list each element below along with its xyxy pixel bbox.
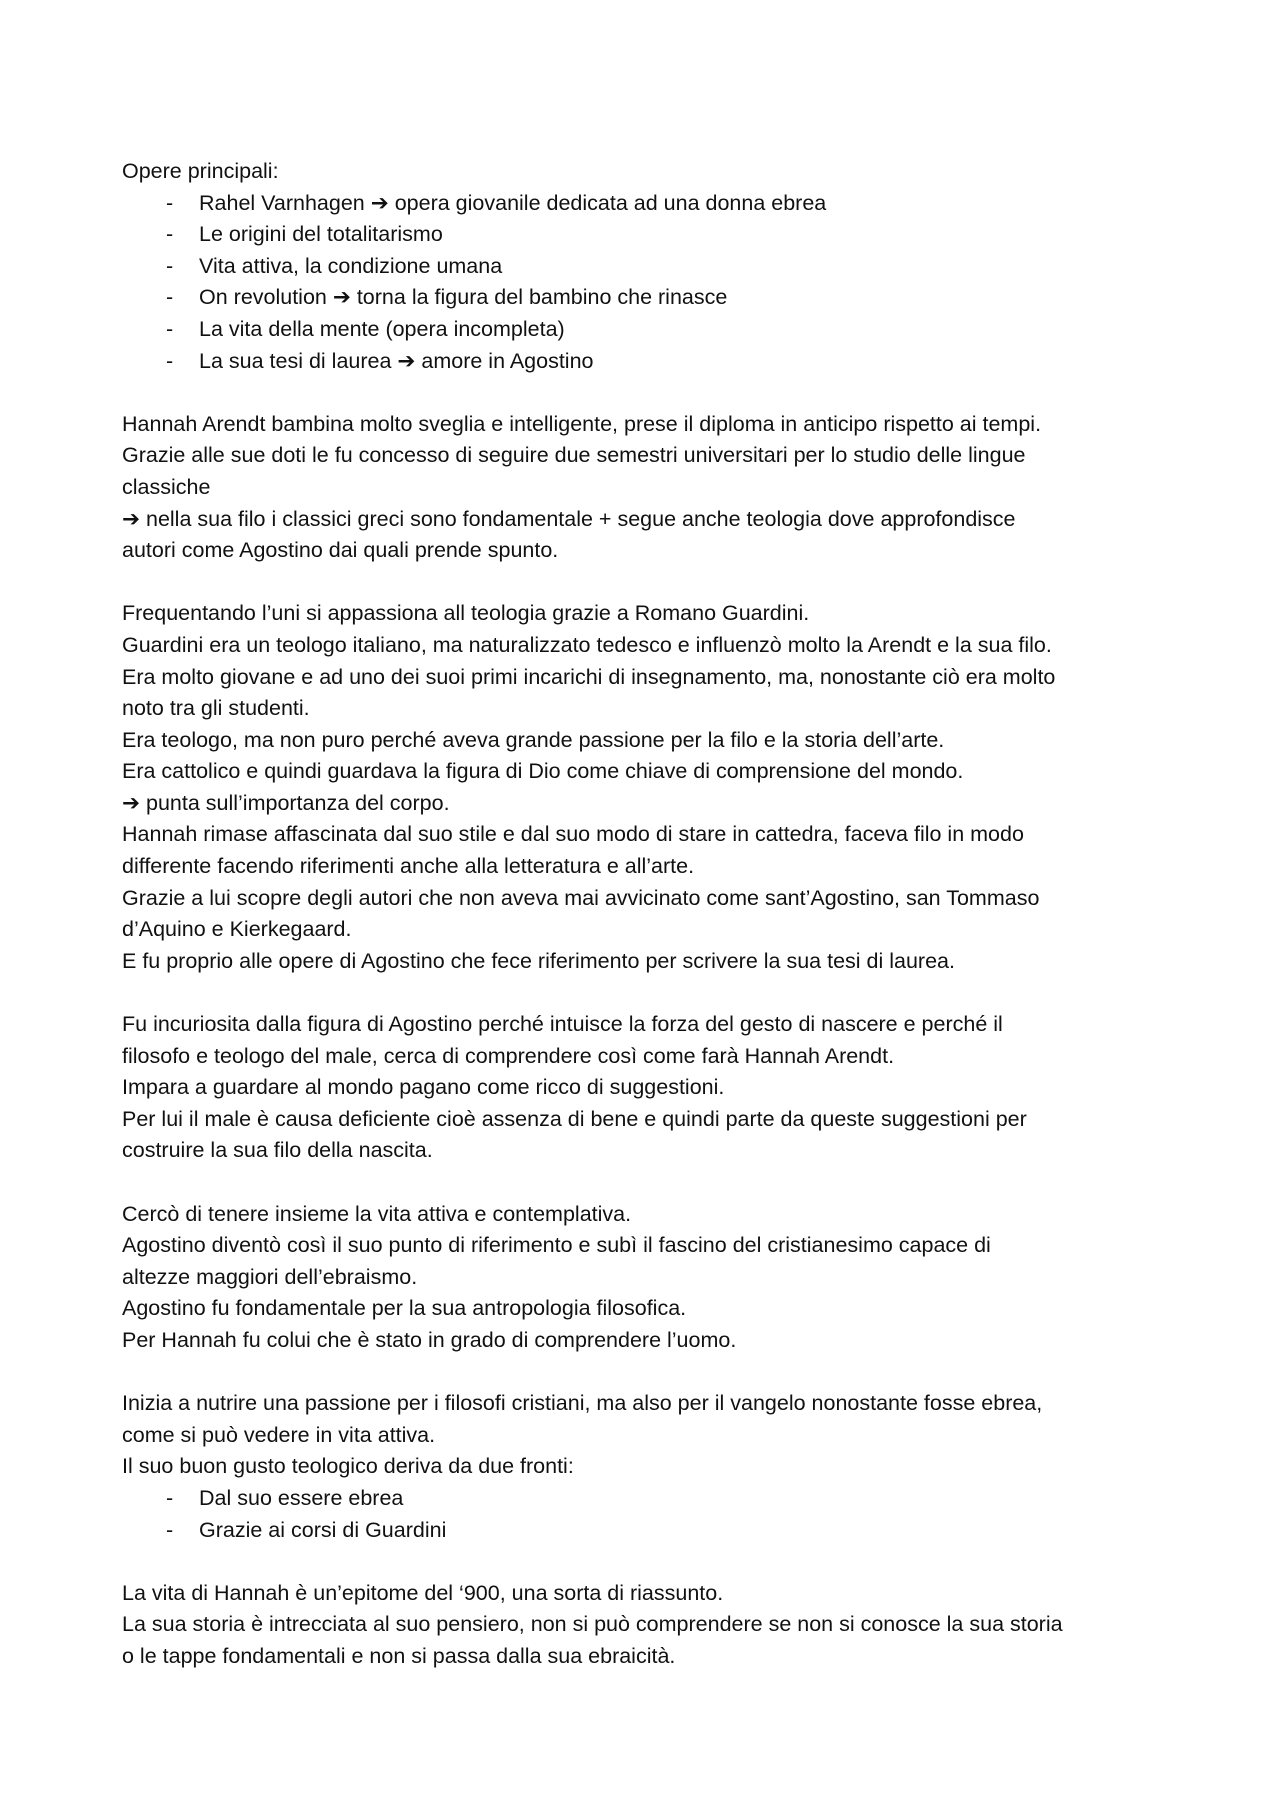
list-item: - Vita attiva, la condizione umana xyxy=(122,251,1182,283)
paragraph-filosofi-cristiani xyxy=(122,1388,1182,1483)
paragraph-epitome xyxy=(122,1578,1182,1673)
text-line: classiche xyxy=(122,474,211,499)
text-line: Hannah Arendt bambina molto sveglia e intelligente, prese il diploma in anticipo rispetto ai tempi. xyxy=(122,411,1042,436)
text-line: Era teologo, ma non puro perché aveva grande passione per la filo e la storia dell’arte. xyxy=(122,727,945,752)
text-line: d’Aquino e Kierkegaard. xyxy=(122,917,352,942)
paragraph-gap xyxy=(122,1546,1182,1578)
text-line: noto tra gli studenti. xyxy=(122,696,310,721)
text-line: Hannah rimase affascinata dal suo stile e dal suo modo di stare in cattedra, faceva filo in modo xyxy=(122,822,1024,847)
paragraph-gap xyxy=(122,1167,1182,1199)
works-heading: Opere principali: xyxy=(122,159,279,183)
text-line: La vita di Hannah è un’epitome del ‘900, una sorta di riassunto. xyxy=(122,1580,724,1605)
text-line: altezze maggiori dell’ebraismo. xyxy=(122,1264,418,1289)
dash-marker: - xyxy=(166,1517,174,1542)
text-line: Il suo buon gusto teologico deriva da due fronti: xyxy=(122,1454,574,1479)
paragraph-vita-attiva xyxy=(122,1199,1182,1357)
paragraph-agostino xyxy=(122,1009,1182,1167)
text-line: Per Hannah fu colui che è stato in grado di comprendere l’uomo. xyxy=(122,1327,737,1352)
dash-marker: - xyxy=(166,1485,174,1510)
document-body xyxy=(122,156,1182,1673)
text-line: Cercò di tenere insieme la vita attiva e contemplativa. xyxy=(122,1201,632,1226)
text-line: ➔ punta sull’importanza del corpo. xyxy=(122,790,450,815)
text-line: costruire la sua filo della nascita. xyxy=(122,1138,433,1163)
dash-marker: - xyxy=(166,222,174,247)
dash-marker: - xyxy=(166,190,174,215)
fronts-list xyxy=(122,1483,1182,1546)
text-line: La sua storia è intrecciata al suo pensiero, non si può comprendere se non si conosce la sua storia xyxy=(122,1612,1063,1637)
paragraph-gap xyxy=(122,1357,1182,1389)
text-line: differente facendo riferimenti anche alla letteratura e all’arte. xyxy=(122,854,695,879)
text-line: Grazie alle sue doti le fu concesso di seguire due semestri universitari per lo studio delle lingue xyxy=(122,443,1026,468)
text-line: autori come Agostino dai quali prende spunto. xyxy=(122,538,559,563)
text-line: Agostino fu fondamentale per la sua antropologia filosofica. xyxy=(122,1296,687,1321)
paragraph-gap xyxy=(122,567,1182,599)
text-line: filosofo e teologo del male, cerca di comprendere così come farà Hannah Arendt. xyxy=(122,1043,895,1068)
list-item: - La vita della mente (opera incompleta) xyxy=(122,314,1182,346)
dash-marker: - xyxy=(166,253,174,278)
text-line: Grazie a lui scopre degli autori che non aveva mai avvicinato come sant’Agostino, san Tommaso xyxy=(122,885,1040,910)
text-line: Agostino diventò così il suo punto di riferimento e subì il fascino del cristianesimo capace di xyxy=(122,1233,991,1258)
works-list xyxy=(122,188,1182,378)
text-line: E fu proprio alle opere di Agostino che fece riferimento per scrivere la sua tesi di laurea. xyxy=(122,948,955,973)
paragraph-gap xyxy=(122,977,1182,1009)
text-line: Impara a guardare al mondo pagano come ricco di suggestioni. xyxy=(122,1075,725,1100)
dash-marker: - xyxy=(166,285,174,310)
list-item: - Grazie ai corsi di Guardini xyxy=(122,1515,1182,1547)
list-item: - On revolution ➔ torna la figura del bambino che rinasce xyxy=(122,282,1182,314)
list-item: - La sua tesi di laurea ➔ amore in Agostino xyxy=(122,346,1182,378)
paragraph-childhood xyxy=(122,409,1182,567)
text-line: o le tappe fondamentali e non si passa dalla sua ebraicità. xyxy=(122,1643,676,1668)
list-item: - Rahel Varnhagen ➔ opera giovanile dedicata ad una donna ebrea xyxy=(122,188,1182,220)
text-line: Per lui il male è causa deficiente cioè assenza di bene e quindi parte da queste suggestioni per xyxy=(122,1106,1027,1131)
paragraph-gap xyxy=(122,377,1182,409)
text-line: ➔ nella sua filo i classici greci sono fondamentale + segue anche teologia dove approfondisce xyxy=(122,506,1016,531)
text-line: Era cattolico e quindi guardava la figura di Dio come chiave di comprensione del mondo. xyxy=(122,759,964,784)
text-line: Fu incuriosita dalla figura di Agostino perché intuisce la forza del gesto di nascere e perché il xyxy=(122,1012,1003,1037)
dash-marker: - xyxy=(166,316,174,341)
text-line: Frequentando l’uni si appassiona all teologia grazie a Romano Guardini. xyxy=(122,601,810,626)
paragraph-guardini xyxy=(122,598,1182,977)
text-line: Era molto giovane e ad uno dei suoi primi incarichi di insegnamento, ma, nonostante ciò era molto xyxy=(122,664,1056,689)
text-line: come si può vedere in vita attiva. xyxy=(122,1422,436,1447)
dash-marker: - xyxy=(166,348,174,373)
text-line: Inizia a nutrire una passione per i filosofi cristiani, ma also per il vangelo nonostante fosse ebrea, xyxy=(122,1391,1043,1416)
list-item: - Dal suo essere ebrea xyxy=(122,1483,1182,1515)
text-line: Guardini era un teologo italiano, ma naturalizzato tedesco e influenzò molto la Arendt e la sua filo. xyxy=(122,632,1052,657)
list-item: - Le origini del totalitarismo xyxy=(122,219,1182,251)
